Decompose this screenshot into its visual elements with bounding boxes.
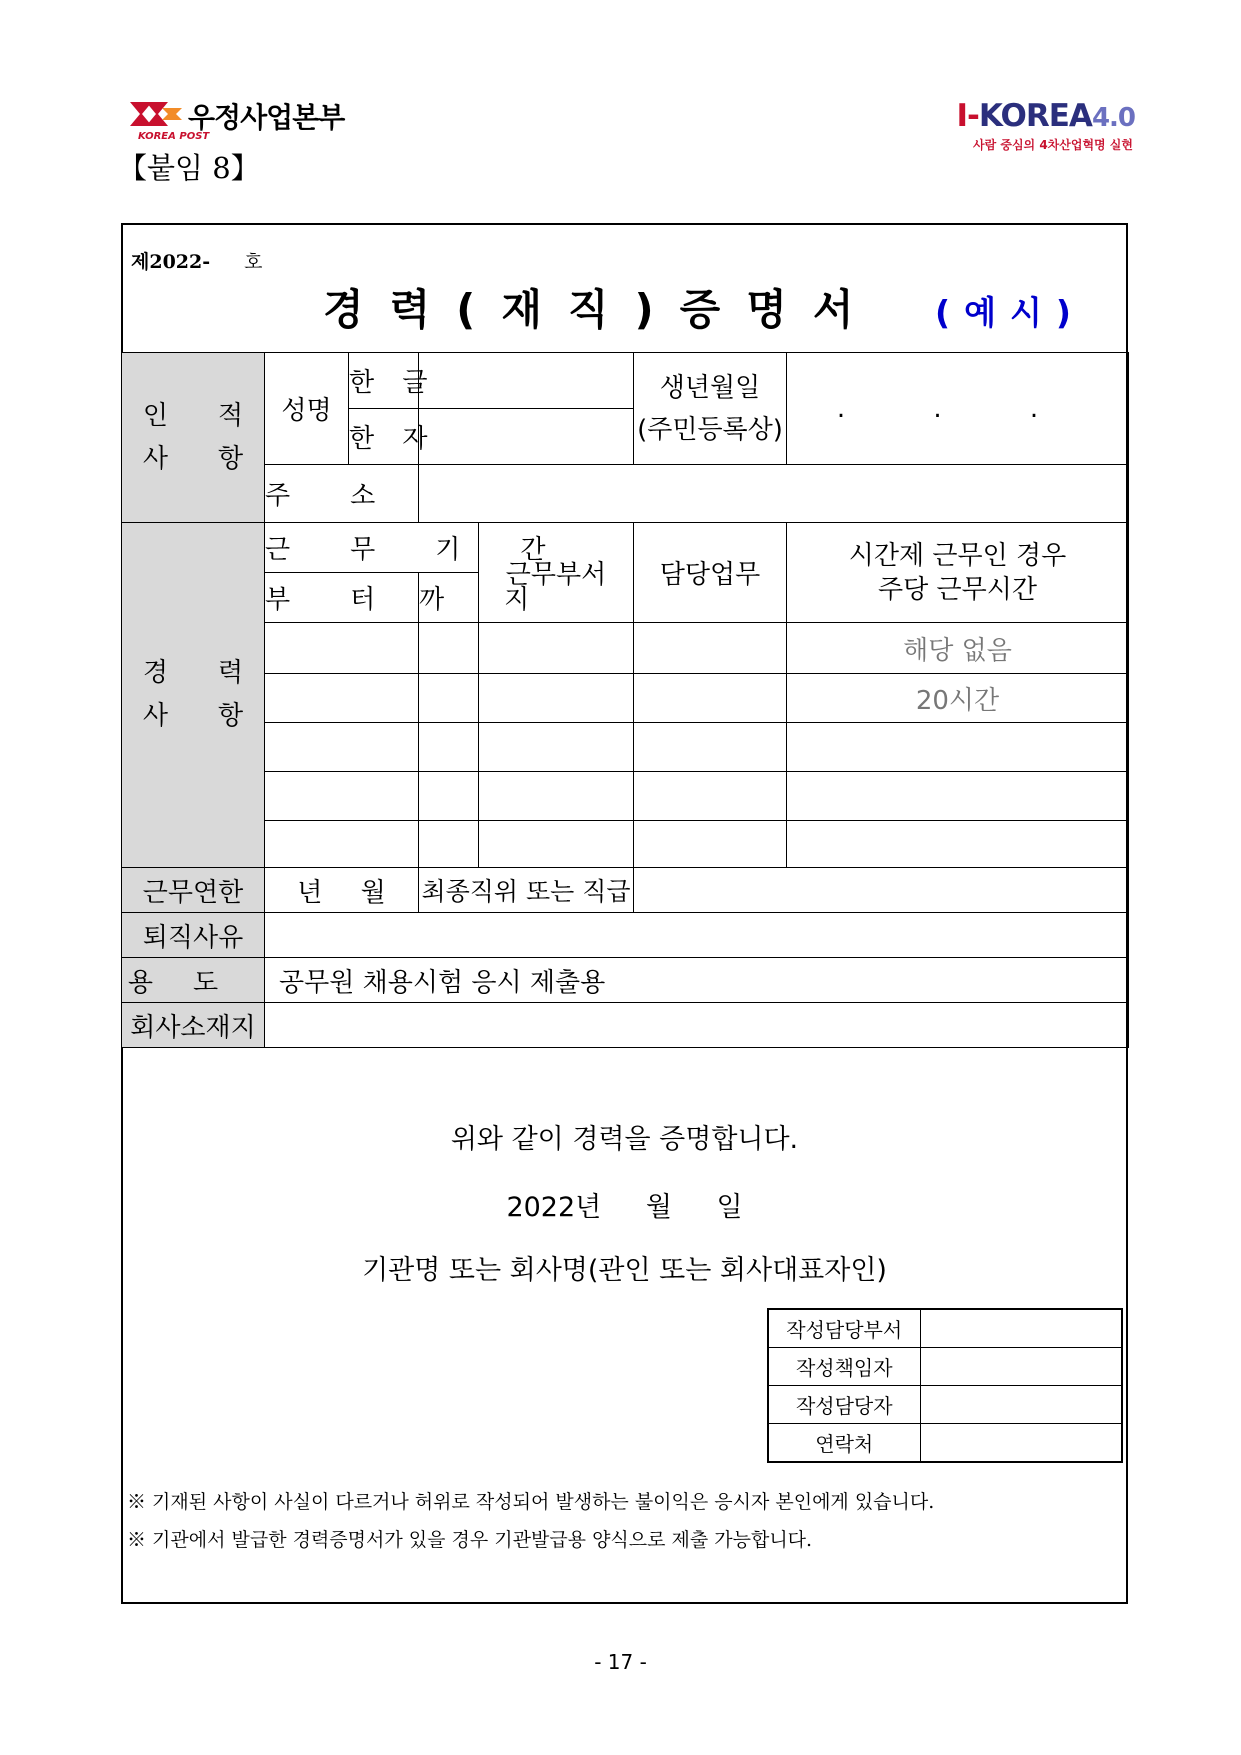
career-section-label <box>122 523 294 868</box>
campaign-slogan: 사람 중심의 4차산업혁명 실현 <box>973 138 1133 152</box>
doc-number <box>131 247 262 274</box>
note-1: ※ 기재된 사항이 사실이 다르거나 허위로 작성되어 발생하는 불이익은 응시자 본인에게 있습니다. <box>127 1491 935 1513</box>
purpose-value[interactable]: 공무원 채용시험 응시 제출용 <box>265 958 1129 1003</box>
author-value[interactable] <box>920 1386 1122 1424</box>
personal-label-line2: 사항 <box>142 443 294 474</box>
career-dept-cell[interactable] <box>479 723 634 772</box>
career-to-cell[interactable] <box>419 821 479 868</box>
issuer-line: 기관명 또는 회사명(관인 또는 회사대표자인) <box>362 1255 887 1286</box>
birth-label <box>634 353 787 465</box>
author-row <box>768 1424 1122 1463</box>
tenure-value[interactable]: 년 월 <box>265 868 419 913</box>
i-korea-logo <box>955 98 1135 158</box>
career-duty-cell[interactable] <box>634 772 787 821</box>
career-duty-cell[interactable] <box>634 821 787 868</box>
issue-date: 2022년 월 일 <box>506 1192 743 1223</box>
career-from-cell[interactable] <box>265 821 419 868</box>
author-value[interactable] <box>920 1424 1122 1463</box>
author-table <box>767 1308 1123 1463</box>
note-2: ※ 기관에서 발급한 경력증명서가 있을 경우 기관발급용 양식으로 제출 가능합니다. <box>127 1529 813 1551</box>
personal-label-line1: 인적 <box>142 400 294 431</box>
author-label: 작성책임자 <box>768 1348 920 1386</box>
hangul-label: 한 글 <box>349 353 419 409</box>
korea-post-emblem-icon <box>128 96 184 132</box>
attachment-label: 【붙임 8】 <box>118 151 260 185</box>
address-label: 주소 <box>265 465 419 523</box>
doc-number-prefix: 제2022- <box>131 251 211 273</box>
career-duty-cell[interactable] <box>634 723 787 772</box>
birth-value[interactable]: . . . <box>787 353 1129 465</box>
career-to-cell[interactable] <box>419 772 479 821</box>
author-label: 연락처 <box>768 1424 920 1463</box>
purpose-label: 용도 <box>122 958 265 1003</box>
campaign-title <box>957 98 1136 134</box>
hanja-value[interactable] <box>419 409 634 465</box>
career-label-line2: 사항 <box>142 701 294 731</box>
hangul-value[interactable] <box>419 353 634 409</box>
certify-text: 위와 같이 경력을 증명합니다. <box>450 1124 799 1155</box>
company-address-value[interactable] <box>265 1003 1129 1048</box>
career-hours-cell[interactable] <box>787 821 1129 868</box>
company-address-label: 회사소재지 <box>122 1003 265 1048</box>
career-row <box>122 821 1129 868</box>
career-from-cell[interactable] <box>265 772 419 821</box>
career-duty-cell[interactable] <box>634 674 787 723</box>
period-label: 근무기간 <box>265 523 479 573</box>
parttime-label-line1: 시간제 근무인 경우 <box>848 540 1067 571</box>
name-label: 성명 <box>265 353 349 465</box>
career-hours-cell[interactable] <box>787 772 1129 821</box>
career-label-line1: 경력 <box>142 658 294 688</box>
career-row <box>122 772 1129 821</box>
author-label: 작성담당부서 <box>768 1309 920 1348</box>
form-table <box>121 352 1129 1048</box>
career-to-cell[interactable] <box>419 674 479 723</box>
dept-label: 근무부서 <box>479 523 634 623</box>
to-label: 까지 <box>419 573 479 623</box>
page-number: - 17 - <box>594 1650 647 1674</box>
career-hours-cell[interactable]: 해당 없음 <box>787 623 1129 674</box>
final-position-value[interactable] <box>634 868 1129 913</box>
campaign-title-version: 4.0 <box>1091 103 1135 133</box>
author-value[interactable] <box>920 1309 1122 1348</box>
career-dept-cell[interactable] <box>479 772 634 821</box>
campaign-title-korea: KOREA <box>978 98 1092 134</box>
career-to-cell[interactable] <box>419 623 479 674</box>
parttime-label-line2: 주당 근무시간 <box>878 574 1037 605</box>
author-label: 작성담당자 <box>768 1386 920 1424</box>
personal-section-label <box>122 353 294 523</box>
resign-reason-value[interactable] <box>265 913 1129 958</box>
author-row <box>768 1309 1122 1348</box>
author-value[interactable] <box>920 1348 1122 1386</box>
certificate-form <box>121 223 1128 1604</box>
address-value[interactable] <box>419 465 1129 523</box>
career-hours-cell[interactable]: 20시간 <box>787 674 1129 723</box>
career-dept-cell[interactable] <box>479 623 634 674</box>
duty-label: 담당업무 <box>634 523 787 623</box>
tenure-label: 근무연한 <box>122 868 265 913</box>
career-to-cell[interactable] <box>419 723 479 772</box>
author-row <box>768 1386 1122 1424</box>
doc-number-suffix: 호 <box>244 251 263 273</box>
from-label: 부터 <box>265 573 419 623</box>
career-dept-cell[interactable] <box>479 821 634 868</box>
birth-label-line2: (주민등록상) <box>637 414 783 445</box>
career-duty-cell[interactable] <box>634 623 787 674</box>
korea-post-logo <box>128 96 358 146</box>
hanja-label: 한 자 <box>349 409 419 465</box>
org-sub: KOREA POST <box>138 131 210 142</box>
final-position-label: 최종직위 또는 직급 <box>419 868 634 913</box>
birth-label-line1: 생년월일 <box>659 372 761 403</box>
form-title: 경력(재직)증명서 <box>323 285 880 334</box>
career-dept-cell[interactable] <box>479 674 634 723</box>
author-row <box>768 1348 1122 1386</box>
resign-reason-label: 퇴직사유 <box>122 913 265 958</box>
campaign-title-i: I- <box>956 98 979 134</box>
org-name: 우정사업본부 <box>188 101 345 134</box>
example-tag: (예시) <box>935 293 1085 332</box>
parttime-label <box>787 523 1129 623</box>
career-hours-cell[interactable] <box>787 723 1129 772</box>
